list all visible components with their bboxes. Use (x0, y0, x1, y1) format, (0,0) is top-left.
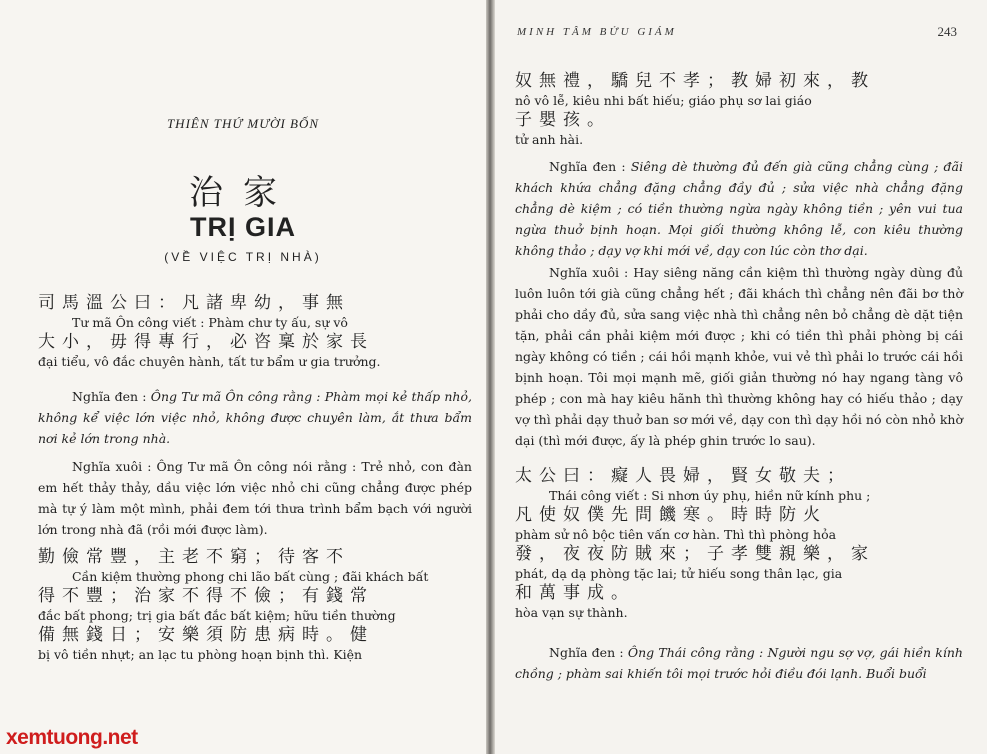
left-page (0, 0, 486, 754)
verse-han-line: 備無錢日；安樂須防患病時。健 (38, 625, 374, 645)
verse-han-line: 勤儉常豐，主老不窮；待客不 (38, 547, 350, 567)
verse-roman-line: hòa vạn sự thành. (515, 605, 628, 620)
chapter-heading: THIÊN THỨ MƯỜI BỐN (166, 116, 320, 131)
verse-1 (38, 292, 472, 370)
verse-han-line: 得不豐；治家不得不儉；有錢常 (38, 586, 374, 606)
verse-han-line: 司馬溫公曰：凡諸卑幼，事無 (38, 293, 350, 313)
literal-meaning-3 (515, 156, 963, 261)
verse-han-line: 奴無禮，驕兒不孝；教婦初來，教 (515, 71, 875, 91)
verse-roman-line: Thái công viết : Si nhơn úy phụ, hiền nữ kính phu ; (549, 488, 871, 503)
page-number: 243 (937, 24, 957, 39)
plain-text: Hay siêng năng cần kiệm thì thường ngày dùng đủ luôn luôn tới già cũng chẳng hết ; đãi khách thì chẳng nên đãi bơ thờ phải cho dầy đủ, sửa sang việc nhà thì chẳng nên bỏ chẳng dè dặt tiện tặn, phải cần phải kiệm mới được ; khi có tiền thì phải phòng bị cái ngày không có tiền ; cái hồi mạnh khỏe, vui vẻ thì phải lo trước cái hồi bịnh hoạn. Tôi mọi mạnh mẽ, giối giản thường nó hay ngang tàng vô phép ; con mà hay kiêu hãnh thì thường không hay có hiếu thảo ; dạy vợ thì phải dạy thuở ban sơ mới về, dạy con thì dạy hồi nó còn nhỏ khờ dại (thì mới được, ấy là phép ghin trước lo sau). (515, 265, 963, 448)
running-head (517, 26, 957, 44)
page-subtitle: (VỀ VIỆC TRỊ NHÀ) (164, 250, 322, 264)
verse-roman-line: Cần kiệm thường phong chi lão bất cùng ; đãi khách bất (72, 569, 429, 584)
verse-han-line: 子嬰孩。 (515, 110, 611, 130)
literal-meaning-4 (515, 642, 963, 684)
verse-3 (515, 70, 963, 148)
plain-label: Nghĩa xuôi : (549, 265, 629, 280)
verse-roman-line: Tư mã Ôn công viết : Phàm chư ty ấu, sự vô (72, 315, 348, 330)
plain-label: Nghĩa xuôi : (72, 459, 152, 474)
plain-text: Ông Tư mã Ôn công nói rằng : Trẻ nhỏ, con đàn em hết thảy thảy, dầu việc lớn việc nhỏ chi cũng chẳng được phép mà tự ý làm một mình, phải đem tới thưa trình bẩm bạch với người lớn trong nhà đã (rồi mới được làm). (38, 459, 472, 537)
verse-4 (515, 465, 963, 621)
verse-roman-line: phát, dạ dạ phòng tặc lai; tử hiếu song thân lạc, gia (515, 566, 843, 581)
literal-text: Ông Tư mã Ôn công rằng : Phàm mọi kẻ thấp nhỏ, không kể việc lớn việc nhỏ, không được chuyên làm, ắt thưa bẩm nơi kẻ lớn trong nhà. (38, 389, 472, 446)
verse-han-line: 凡使奴僕先問饑寒。時時防火 (515, 505, 827, 525)
literal-text: Ông Thái công rằng : Người ngu sợ vợ, gái hiền kính chồng ; phàm sai khiến tôi mọi trước hỏi điều đói lạnh. Buổi buổi (515, 645, 963, 681)
literal-label: Nghĩa đen : (549, 159, 626, 174)
page-title: TRỊ GIA (190, 212, 296, 242)
verse-2 (38, 546, 472, 663)
right-page (495, 0, 987, 754)
verse-roman-line: đắc bất phong; trị gia bất đắc bất kiệm; hữu tiền thường (38, 608, 396, 623)
verse-han-line: 發，夜夜防賊來；子孝雙親樂，家 (515, 544, 875, 564)
verse-han-line: 太公曰：癡人畏婦，賢女敬夫； (515, 466, 851, 486)
literal-label: Nghĩa đen : (72, 389, 147, 404)
title-han: 治家 (189, 173, 297, 213)
book-gutter (486, 0, 495, 754)
verse-roman-line: nô vô lễ, kiêu nhi bất hiếu; giáo phụ sơ lai giáo (515, 93, 812, 108)
site-watermark: xemtuong.net (6, 726, 138, 749)
literal-label: Nghĩa đen : (549, 645, 624, 660)
verse-roman-line: đại tiểu, vô đắc chuyên hành, tất tư bẩm ư gia trưởng. (38, 354, 381, 369)
plain-meaning-3 (515, 262, 963, 451)
running-head-title: MINH TÂM BỬU GIÁM (517, 26, 677, 38)
plain-meaning-1 (38, 456, 472, 540)
literal-text: Siêng dè thường đủ đến già cũng chẳng cùng ; đãi khách khứa chẳng đặng chẳng đầy đủ ; sửa việc nhà chẳng đặng chẳng dè kiệm ; có tiền thường ngừa ngày không tiền ; yên vui tua ngừa thuở bịnh hoạn. Mọi giối thường không lễ, con kiêu thường không thảo ; dạy vợ khi mới về, dạy con lúc còn thơ dại. (515, 159, 963, 258)
verse-han-line: 和萬事成。 (515, 583, 635, 603)
verse-roman-line: bị vô tiền nhựt; an lạc tu phòng hoạn bịnh thì. Kiện (38, 647, 363, 662)
verse-han-line: 大小，毋得專行，必咨稟於家長 (38, 332, 374, 352)
literal-meaning-1 (38, 386, 472, 449)
verse-roman-line: phàm sử nô bộc tiên vấn cơ hàn. Thì thì phòng hỏa (515, 527, 837, 542)
verse-roman-line: tử anh hài. (515, 132, 584, 147)
